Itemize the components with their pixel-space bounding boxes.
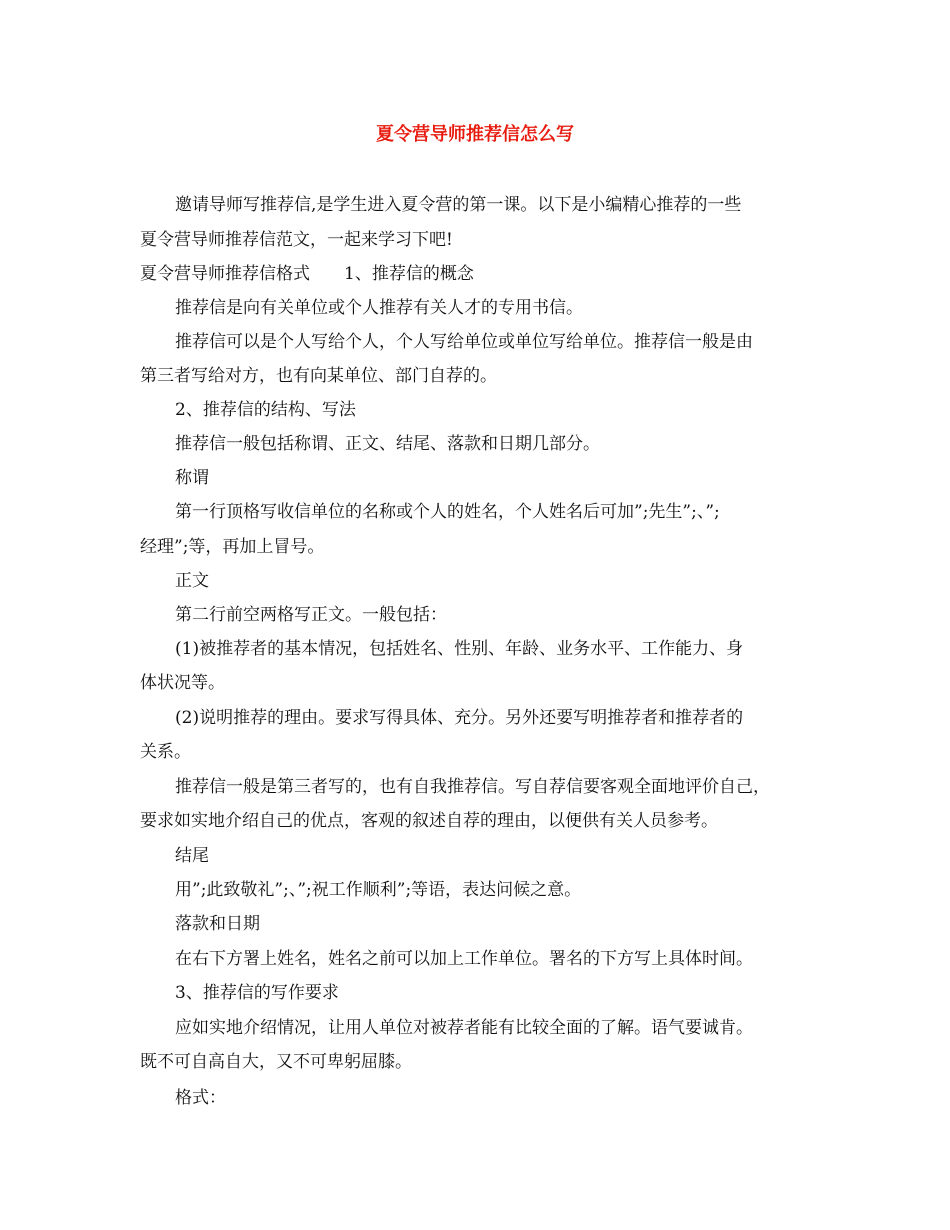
paragraph-line: 应如实地介绍情况，让用人单位对被荐者能有比较全面的了解。语气要诚肯。 bbox=[175, 1018, 753, 1038]
subsection-heading: 格式： bbox=[175, 1088, 226, 1108]
paragraph-line: 夏令营导师推荐信范文，一起来学习下吧! bbox=[140, 230, 453, 250]
paragraph-line: (2)说明推荐的理由。要求写得具体、充分。另外还要写明推荐者和推荐者的 bbox=[175, 708, 744, 728]
subsection-heading: 称谓 bbox=[175, 468, 209, 488]
section-heading: 3、推荐信的写作要求 bbox=[175, 983, 339, 1003]
paragraph-line: 经理”;等，再加上冒号。 bbox=[140, 537, 325, 557]
paragraph-line: 既不可自高自大，又不可卑躬屈膝。 bbox=[140, 1052, 412, 1072]
section-heading: 2、推荐信的结构、写法 bbox=[175, 400, 356, 420]
paragraph-line: 用”;此致敬礼”;、”;祝工作顺利”;等语，表达问候之意。 bbox=[175, 880, 582, 900]
section-heading: 夏令营导师推荐信格式 1、推荐信的概念 bbox=[140, 264, 474, 284]
paragraph-line: 推荐信一般是第三者写的，也有自我推荐信。写自荐信要客观全面地评价自己， bbox=[175, 777, 770, 797]
paragraph-line: 邀请导师写推荐信,是学生进入夏令营的第一课。以下是小编精心推荐的一些 bbox=[175, 195, 742, 215]
paragraph-line: 在右下方署上姓名，姓名之前可以加上工作单位。署名的下方写上具体时间。 bbox=[175, 949, 753, 969]
paragraph-line: 推荐信一般包括称谓、正文、结尾、落款和日期几部分。 bbox=[175, 434, 600, 454]
subsection-heading: 正文 bbox=[175, 571, 209, 591]
subsection-heading: 落款和日期 bbox=[175, 914, 260, 934]
paragraph-line: 体状况等。 bbox=[140, 673, 225, 693]
paragraph-line: 要求如实地介绍自己的优点，客观的叙述自荐的理由，以便供有关人员参考。 bbox=[140, 811, 718, 831]
paragraph-line: (1)被推荐者的基本情况，包括姓名、性别、年龄、业务水平、工作能力、身 bbox=[175, 639, 744, 659]
document-title: 夏令营导师推荐信怎么写 bbox=[376, 124, 574, 145]
paragraph-line: 推荐信是向有关单位或个人推荐有关人才的专用书信。 bbox=[175, 298, 583, 318]
paragraph-line: 第二行前空两格写正文。一般包括： bbox=[175, 605, 447, 625]
paragraph-line: 关系。 bbox=[140, 742, 191, 762]
paragraph-line: 第一行顶格写收信单位的名称或个人的姓名，个人姓名后可加”;先生”;、”; bbox=[175, 502, 720, 522]
subsection-heading: 结尾 bbox=[175, 846, 209, 866]
paragraph-line: 推荐信可以是个人写给个人，个人写给单位或单位写给单位。推荐信一般是由 bbox=[175, 332, 753, 352]
paragraph-line: 第三者写给对方，也有向某单位、部门自荐的。 bbox=[140, 366, 497, 386]
